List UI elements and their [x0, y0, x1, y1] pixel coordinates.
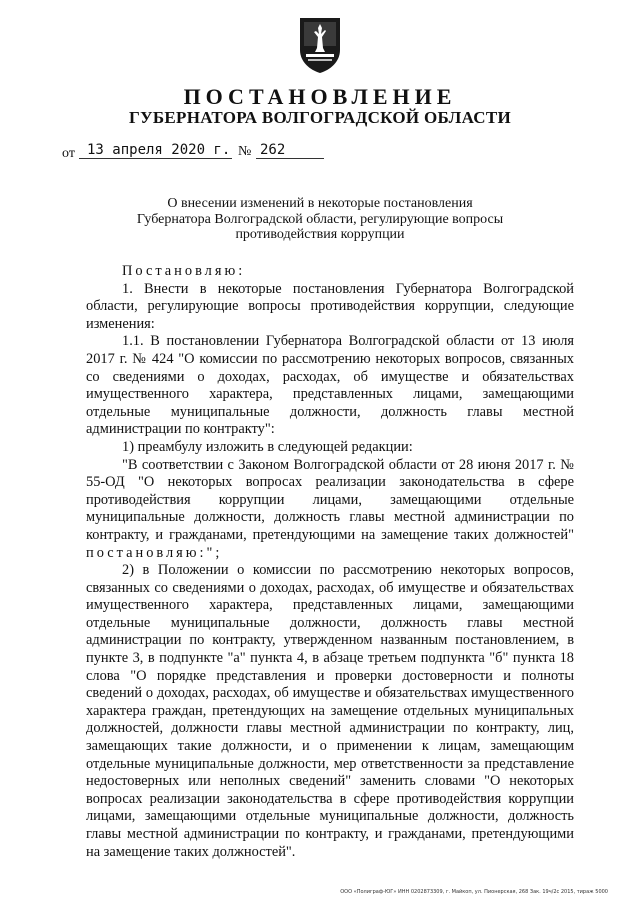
paragraph	[86, 457, 574, 563]
number-label: №	[238, 144, 252, 159]
subject-line: Губернатора Волгоградской области, регулирующие вопросы	[136, 211, 504, 227]
date-prefix: от	[62, 146, 75, 161]
document-body	[86, 263, 574, 861]
issuer-title: ГУБЕРНАТОРА ВОЛГОГРАДСКОЙ ОБЛАСТИ	[128, 108, 512, 127]
printer-footer: ООО «Полиграф-ЮГ» ИНН 0202873309, г. Майкоп, ул. Пионерская, 268 Зак. 19ч/2с 2015, тираж 5000	[340, 889, 608, 895]
document-title: ПОСТАНОВЛЕНИЕ	[183, 84, 457, 109]
decree-word-inline: постановляю:";	[86, 544, 223, 561]
paragraph: 1. Внести в некоторые постановления Губернатора Волгоградской области, регулирующие вопросы противодействия коррупции, следующие изменения:	[86, 280, 574, 332]
document-subject	[100, 196, 540, 243]
paragraph: 1.1. В постановлении Губернатора Волгоградской области от 13 июля 2017 г. № 424 "О комиссии по рассмотрению некоторых вопросов, связанных со сведениями о доходах, расходах, об имуществе и обязательствах имущественного характера, представленных лицами, замещающими отдельные муниципальные должности, должность главы местной администрации по контракту":	[86, 333, 574, 438]
subject-line: О внесении изменений в некоторые постановления	[167, 196, 473, 211]
paragraph: 2) в Положении о комиссии по рассмотрению некоторых вопросов, связанных со сведениями о доходах, расходах, об имуществе и обязательствах имущественного характера, представленных лицами, замещающими отдельные муниципальные должности, должность главы местной администрации по контракту, утвержденном названным постановлением, в пункте 3, в подпункте "а" пункта 4, в абзаце третьем подпункта "б" пункта 18 слова "О порядке представления и проверки достоверности и полноты сведений о доходах, расходах, об имуществе и обязательствах имущественного характера граждан, претендующих на замещение отдельных муниципальных должностей, должности главы местной администрации по контракту, лиц, замещающих такие должности, и о применении к лицам, замещающим отдельные муниципальные должности, мер ответственности за представление недостоверных или неполных сведений" заменить словами "О некоторых вопросах реализации законодательства в сфере противодействия коррупции лицами, замещающими отдельные муниципальные должности, должность главы местной администрации по контракту, и гражданами, претендующими на замещение таких должностей".	[86, 562, 574, 860]
decree-word: Постановляю:	[122, 263, 246, 279]
document-date: 13 апреля 2020 г.	[79, 142, 232, 159]
paragraph: 1) преамбулу изложить в следующей редакции:	[122, 438, 413, 455]
preamble-text: "В соответствии с Законом Волгоградской области от 28 июня 2017 г. № 55-ОД "О некоторых вопросах реализации законодательства в сфере противодействия коррупции лицами, замещающими отдельные муниципальные должности, должность главы местной администрации по контракту, и гражданами, претендующими на замещение таких должностей"	[86, 456, 574, 543]
volgograd-coat-of-arms-icon	[298, 16, 342, 74]
subject-line: противодействия коррупции	[235, 227, 405, 242]
document-number: 262	[256, 142, 324, 159]
